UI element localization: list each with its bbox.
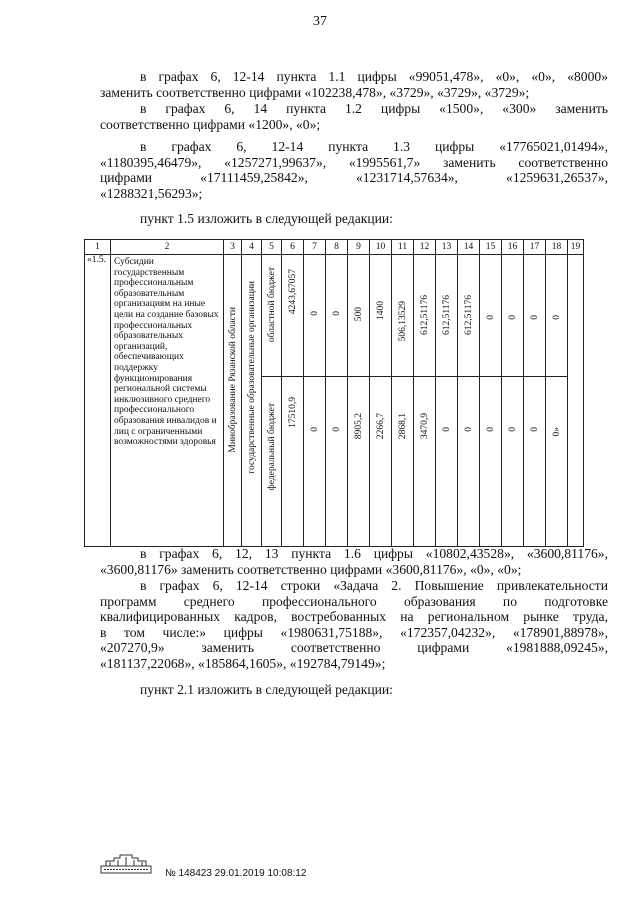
recipient-text: государственные образовательные организации	[246, 281, 257, 474]
description-cell: Субсидии государственным профессиональным образовательным организациям на иные цели на создание базовых профессиональных образовательных организаций, обеспечивающих поддержку функционирования региональной системы инклюзивного среднего профессионального образования инвалидов и лиц с ограниченными возможностями здоровья	[111, 255, 224, 547]
source-text: федеральный бюджет	[266, 403, 277, 491]
header-cell: 3	[224, 240, 242, 255]
text-line: цифрами «17111459,25842», «1231714,57634», «1259631,26537»,	[100, 170, 608, 185]
text-line: «181137,22068», «185864,1605», «192784,79149»;	[100, 655, 386, 671]
text-line: «3600,81176» заменить соответственно цифрами «3600,81176», «0», «0»;	[100, 561, 522, 577]
value-cell	[326, 377, 348, 547]
header-cell: 17	[524, 240, 546, 255]
text-line: пункт 1.5 изложить в следующей редакции:	[140, 211, 393, 226]
value-text: 3470,9	[419, 413, 430, 440]
header-cell: 8	[326, 240, 348, 255]
header-cell: 11	[392, 240, 414, 255]
value-cell	[348, 255, 370, 377]
value-cell	[502, 377, 524, 547]
value-cell	[370, 377, 392, 547]
header-cell: 5	[262, 240, 282, 255]
text-line: в графах 6, 12-14 пункта 1.1 цифры «99051,478», «0», «0», «8000»	[140, 69, 608, 84]
paragraph-1-3	[100, 139, 608, 201]
executor-text: Минобразование Рязанской области	[227, 307, 238, 453]
value-cell	[392, 377, 414, 547]
header-cell: 6	[282, 240, 304, 255]
header-cell: 1	[85, 240, 111, 255]
value-cell	[414, 255, 436, 377]
value-text: 0	[485, 427, 496, 432]
value-text: 612,51176	[463, 295, 474, 336]
value-cell	[326, 255, 348, 377]
paragraph-1-5-intro	[100, 211, 608, 227]
header-cell: 12	[414, 240, 436, 255]
paragraph-task-2	[100, 578, 608, 671]
recipient-cell	[242, 255, 262, 547]
value-cell	[282, 377, 304, 547]
value-text: 0»	[551, 427, 562, 437]
header-cell: 14	[458, 240, 480, 255]
value-cell	[524, 255, 546, 377]
document-footer: № 148423 29.01.2019 10:08:12	[165, 868, 307, 879]
value-text: 0	[331, 311, 342, 316]
value-text: 1400	[375, 301, 386, 320]
text-line: заменить соответственно цифрами «102238,478», «3729», «3729», «3729»;	[100, 84, 530, 100]
text-line: в графах 6, 14 пункта 1.2 цифры «1500», «300» заменить	[140, 101, 608, 116]
source-cell	[262, 377, 282, 547]
header-cell: 4	[242, 240, 262, 255]
value-cell	[502, 255, 524, 377]
executor-cell	[224, 255, 242, 547]
header-cell: 19	[568, 240, 584, 255]
header-cell: 7	[304, 240, 326, 255]
value-cell	[480, 377, 502, 547]
value-cell	[480, 255, 502, 377]
header-cell: 13	[436, 240, 458, 255]
header-cell: 15	[480, 240, 502, 255]
value-cell	[458, 377, 480, 547]
text-line: в графах 6, 12-14 пункта 1.3 цифры «17765021,01494»,	[140, 139, 608, 154]
text-line: пункт 2.1 изложить в следующей редакции:	[140, 682, 393, 697]
value-cell	[546, 255, 568, 377]
value-text: 2868,1	[397, 413, 408, 440]
text-line: в том числе:» цифры «1980631,75188», «172357,04232», «178901,88978»,	[100, 624, 608, 640]
text-line: «1288321,56293»;	[100, 185, 203, 201]
value-text: 0	[529, 427, 540, 432]
paragraph-2-1-intro	[100, 682, 608, 698]
text-line: в графах 6, 12-14 строки «Задача 2. Повышение привлекательности	[140, 578, 608, 593]
header-cell: 2	[111, 240, 224, 255]
value-cell	[458, 255, 480, 377]
text-line: квалифицированных кадров, востребованных на региональном рынке труда,	[100, 609, 608, 624]
value-cell	[524, 377, 546, 547]
value-text: 0	[463, 427, 474, 432]
value-cell	[436, 255, 458, 377]
value-text: 500	[353, 307, 364, 322]
value-cell	[546, 377, 568, 547]
value-cell	[348, 377, 370, 547]
table-header-row	[85, 240, 584, 255]
value-text: 506,13529	[397, 301, 408, 342]
emblem-stamp-icon	[100, 852, 152, 874]
source-cell	[262, 255, 282, 377]
empty-cell	[568, 255, 584, 547]
header-cell: 18	[546, 240, 568, 255]
value-cell	[392, 255, 414, 377]
value-cell	[370, 255, 392, 377]
value-cell	[414, 377, 436, 547]
value-text: 2266,7	[375, 413, 386, 440]
text-line: «1180395,46479», «1257271,99637», «1995561,7» заменить соответственно	[100, 154, 608, 170]
header-cell: 16	[502, 240, 524, 255]
value-text: 0	[551, 315, 562, 320]
value-text: 0	[331, 427, 342, 432]
value-text: 4243,67057	[287, 269, 298, 315]
page-number: 37	[313, 14, 327, 29]
value-text: 0	[507, 427, 518, 432]
value-text: 0	[529, 315, 540, 320]
value-text: 0	[485, 315, 496, 320]
value-text: 17510,9	[287, 397, 298, 428]
value-text: 0	[309, 427, 320, 432]
value-cell	[304, 255, 326, 377]
text-line: в графах 6, 12, 13 пункта 1.6 цифры «10802,43528», «3600,81176»,	[140, 546, 608, 561]
paragraph-1-2	[100, 101, 608, 132]
paragraph-1-6	[100, 546, 608, 577]
table-row-regional	[85, 255, 584, 377]
source-text: областной бюджет	[266, 267, 277, 343]
row-number-cell: «1.5.	[85, 255, 111, 547]
value-cell	[304, 377, 326, 547]
budget-table	[84, 239, 584, 547]
value-text: 612,51176	[419, 295, 430, 336]
value-text: 8905,2	[353, 413, 364, 440]
value-text: 612,51176	[441, 295, 452, 336]
value-text: 0	[507, 315, 518, 320]
text-line: «207270,9» заменить соответственно цифрами «1981888,09245»,	[100, 640, 608, 655]
text-line: соответственно цифрами «1200», «0»;	[100, 116, 321, 132]
header-cell: 9	[348, 240, 370, 255]
value-cell	[436, 377, 458, 547]
value-cell	[282, 255, 304, 377]
value-text: 0	[309, 311, 320, 316]
text-line: программ среднего профессионального образования по подготовке	[100, 593, 608, 609]
header-cell: 10	[370, 240, 392, 255]
value-text: 0	[441, 427, 452, 432]
paragraph-1-1	[100, 69, 608, 100]
